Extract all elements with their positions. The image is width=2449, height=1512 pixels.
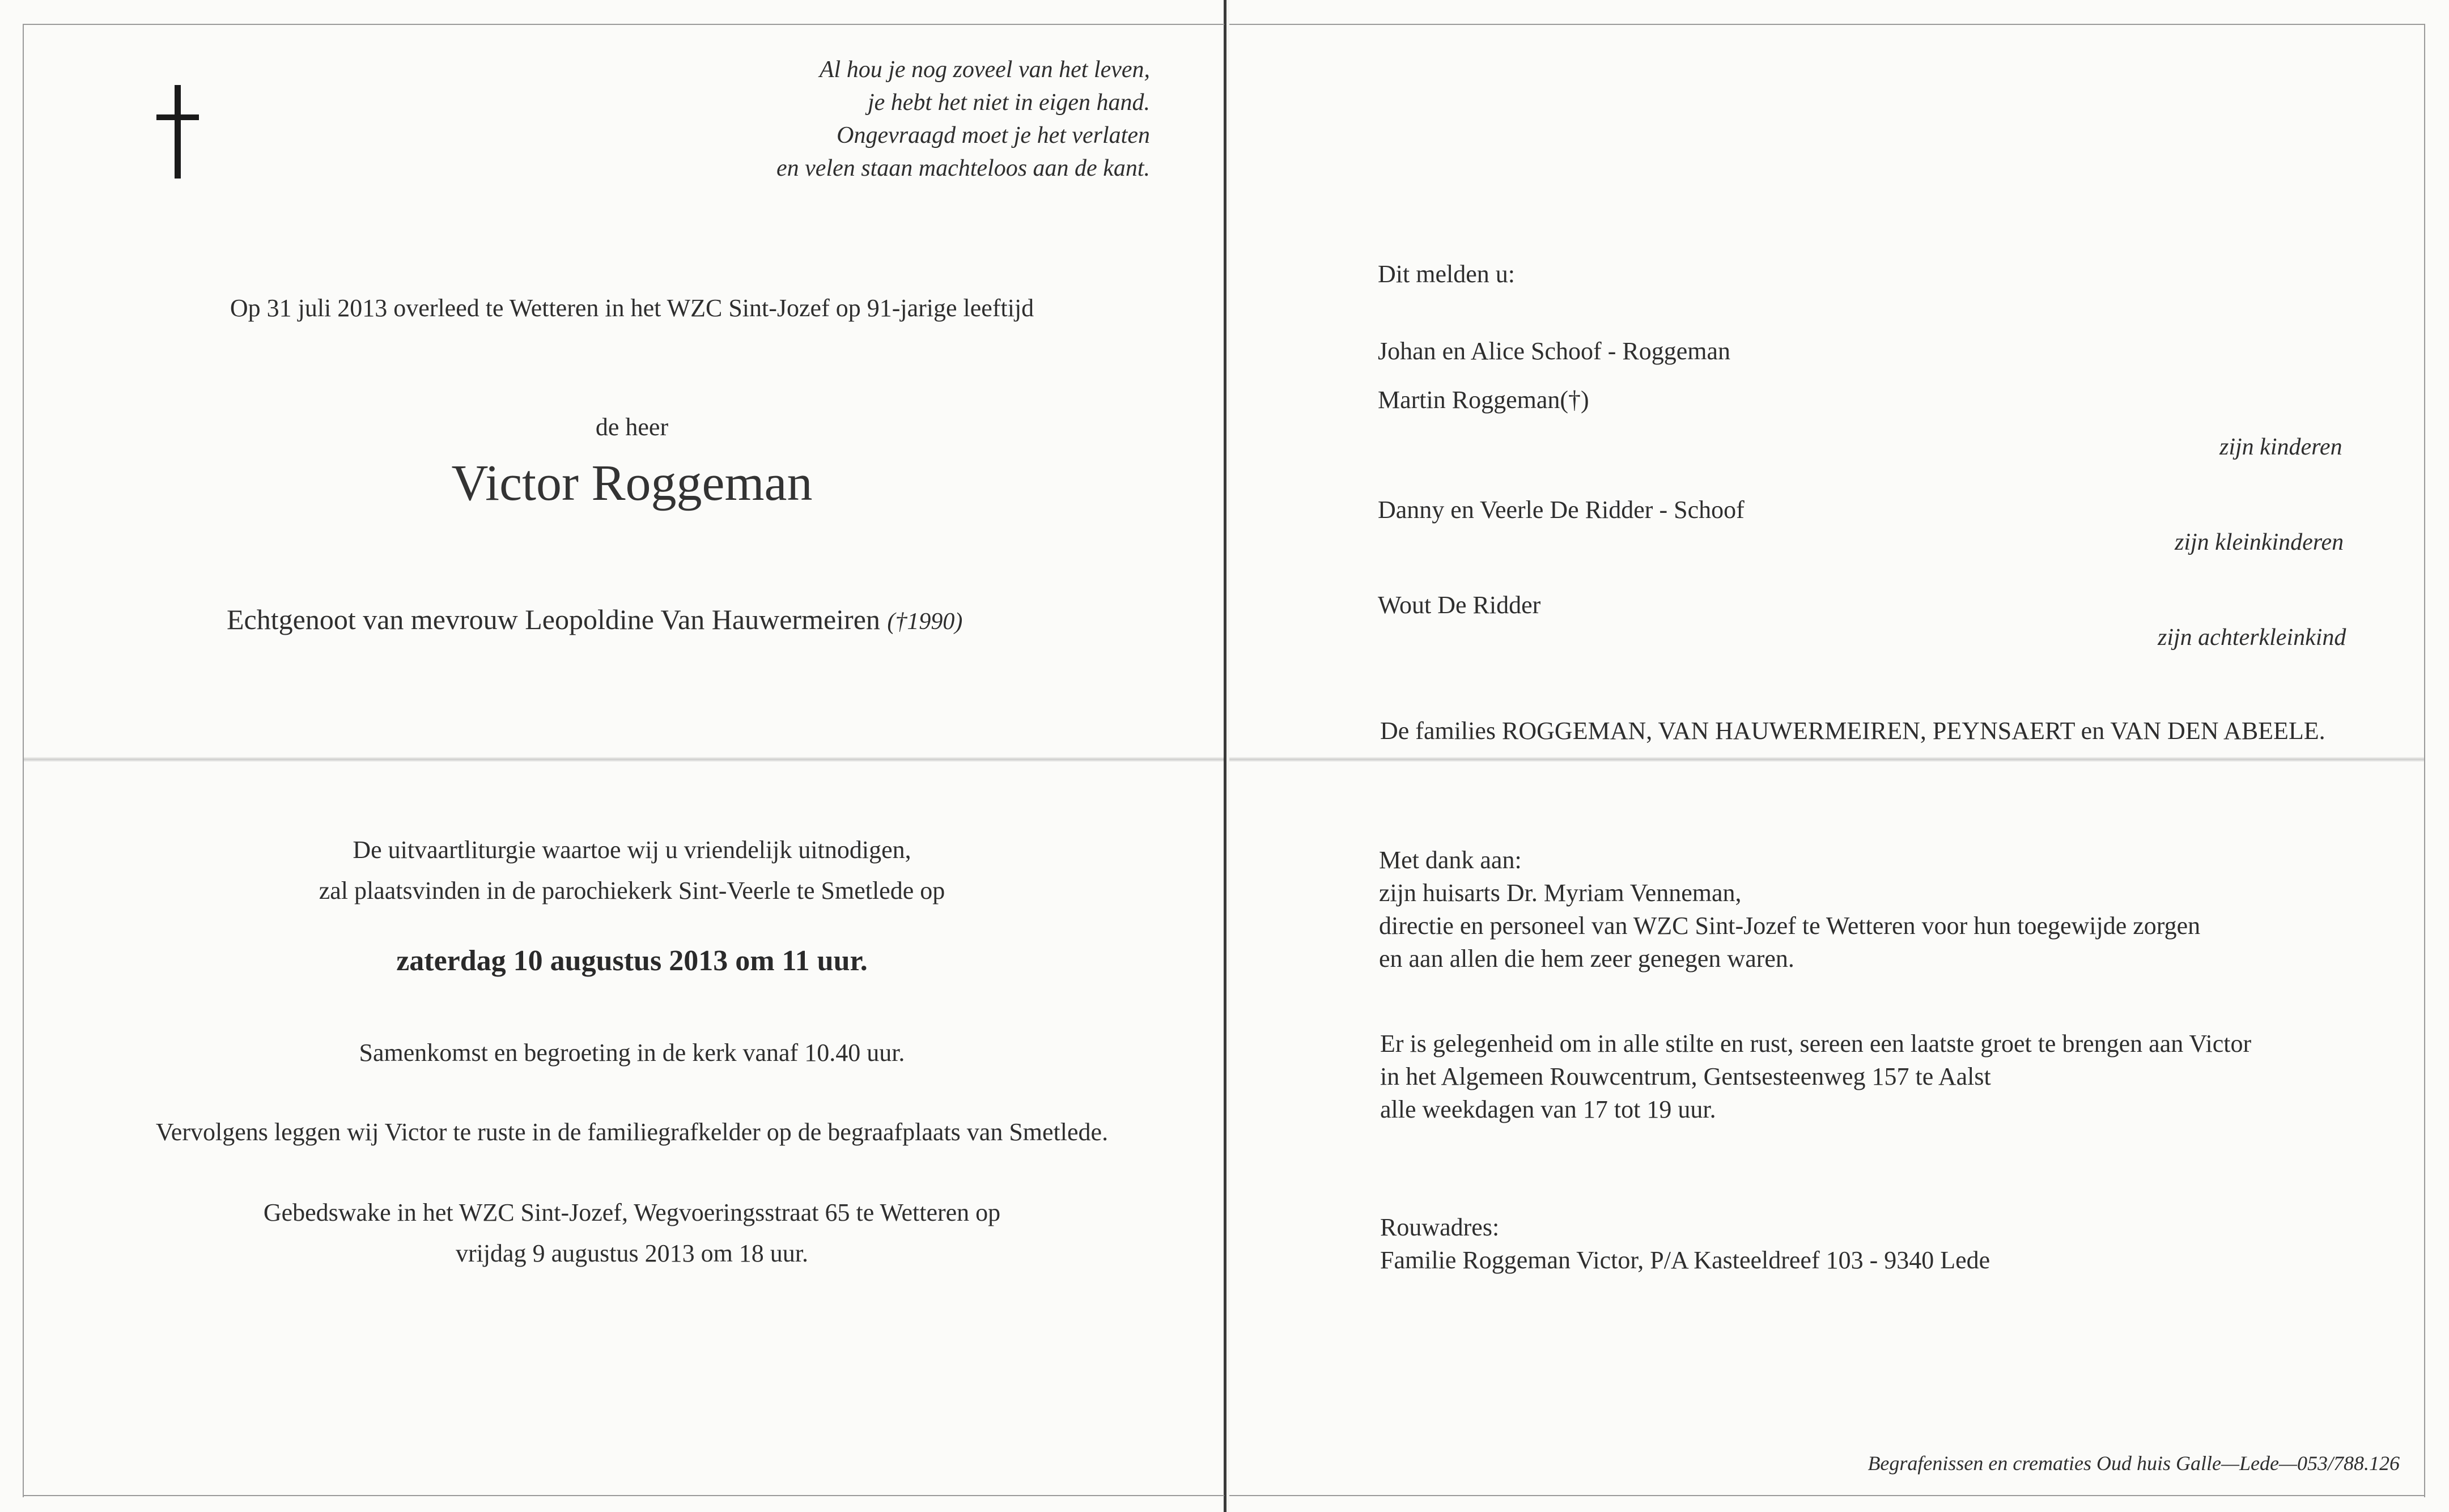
right-page-right-edge	[2424, 24, 2425, 1497]
deceased-name: Victor Roggeman	[451, 455, 813, 511]
poem-line-2: je hebt het niet in eigen hand.	[867, 90, 1150, 116]
right-page-fold	[1229, 757, 2424, 762]
wake-line-1: Gebedswake in het WZC Sint-Jozef, Wegvoeringsstraat 65 te Wetteren op	[263, 1199, 1001, 1226]
left-page-top-edge	[23, 24, 1224, 25]
farewell-line-3: alle weekdagen van 17 tot 19 uur.	[1380, 1095, 1716, 1123]
address-label: Rouwadres:	[1380, 1213, 1500, 1241]
thanks-line-2: zijn huisarts Dr. Myriam Venneman,	[1379, 879, 1742, 907]
wake-line-2: vrijdag 9 augustus 2013 om 18 uur.	[455, 1239, 809, 1267]
left-page-bottom-edge	[23, 1495, 1224, 1496]
address-line: Familie Roggeman Victor, P/A Kasteeldreef 103 - 9340 Lede	[1380, 1246, 1990, 1274]
ceremony-line-1: De uitvaartliturgie waartoe wij u vriendelijk uitnodigen,	[353, 836, 911, 864]
farewell-line-2: in het Algemeen Rouwcentrum, Gentsesteenweg 157 te Aalst	[1380, 1063, 1991, 1090]
poem-line-1: Al hou je nog zoveel van het leven,	[819, 57, 1150, 83]
intro-text: Dit melden u:	[1378, 260, 1515, 288]
right-page-top-edge	[1229, 24, 2425, 25]
right-page-bottom-edge	[1229, 1495, 2425, 1496]
spouse-text: Echtgenoot van mevrouw Leopoldine Van Hauwermeiren	[227, 604, 880, 635]
great-grandchild-label: zijn achterkleinkind	[2158, 625, 2346, 651]
left-page-fold	[24, 757, 1224, 762]
funeral-home-credit: Begrafenissen en crematies Oud huis Galle—Lede—053/788.126	[1867, 1452, 2400, 1475]
children-label: zijn kinderen	[2219, 434, 2342, 460]
poem-line-3: Ongevraagd moet je het verlaten	[837, 122, 1150, 148]
right-page	[1229, 0, 2449, 1512]
poem-line-4: en velen staan machteloos aan de kant.	[776, 155, 1150, 181]
great-grandchild: Wout De Ridder	[1378, 591, 1541, 619]
ceremony-line-2: zal plaatsvinden in de parochiekerk Sint-Veerle te Smetlede op	[319, 877, 945, 904]
grandchildren-label: zijn kleinkinderen	[2175, 529, 2344, 555]
cross-icon	[146, 85, 209, 181]
gathering-info: Samenkomst en begroeting in de kerk vanaf 10.40 uur.	[359, 1039, 905, 1067]
farewell-line-1: Er is gelegenheid om in alle stilte en rust, sereen een laatste groet te brengen aan Victor	[1380, 1030, 2252, 1057]
thanks-line-1: Met dank aan:	[1379, 846, 1522, 874]
child-2: Martin Roggeman(†)	[1378, 386, 1589, 414]
spouse-note: (†1990)	[887, 609, 963, 635]
spouse-line	[227, 605, 962, 634]
thanks-line-3: directie en personeel van WZC Sint-Jozef te Wetteren voor hun toegewijde zorgen	[1379, 912, 2201, 940]
families-line: De families ROGGEMAN, VAN HAUWERMEIREN, PEYNSAERT en VAN DEN ABEELE.	[1380, 717, 2325, 745]
ceremony-date: zaterdag 10 augustus 2013 om 11 uur.	[396, 945, 868, 977]
thanks-line-4: en aan allen die hem zeer genegen waren.	[1379, 945, 1794, 972]
grandchildren: Danny en Veerle De Ridder - Schoof	[1378, 496, 1745, 524]
child-1: Johan en Alice Schoof - Roggeman	[1378, 337, 1730, 365]
death-announcement: Op 31 juli 2013 overleed te Wetteren in het WZC Sint-Jozef op 91-jarige leeftijd	[230, 294, 1034, 322]
title-prefix: de heer	[595, 413, 669, 441]
burial-info: Vervolgens leggen wij Victor te ruste in de familiegrafkelder op de begraafplaats van Smetlede.	[155, 1118, 1109, 1146]
